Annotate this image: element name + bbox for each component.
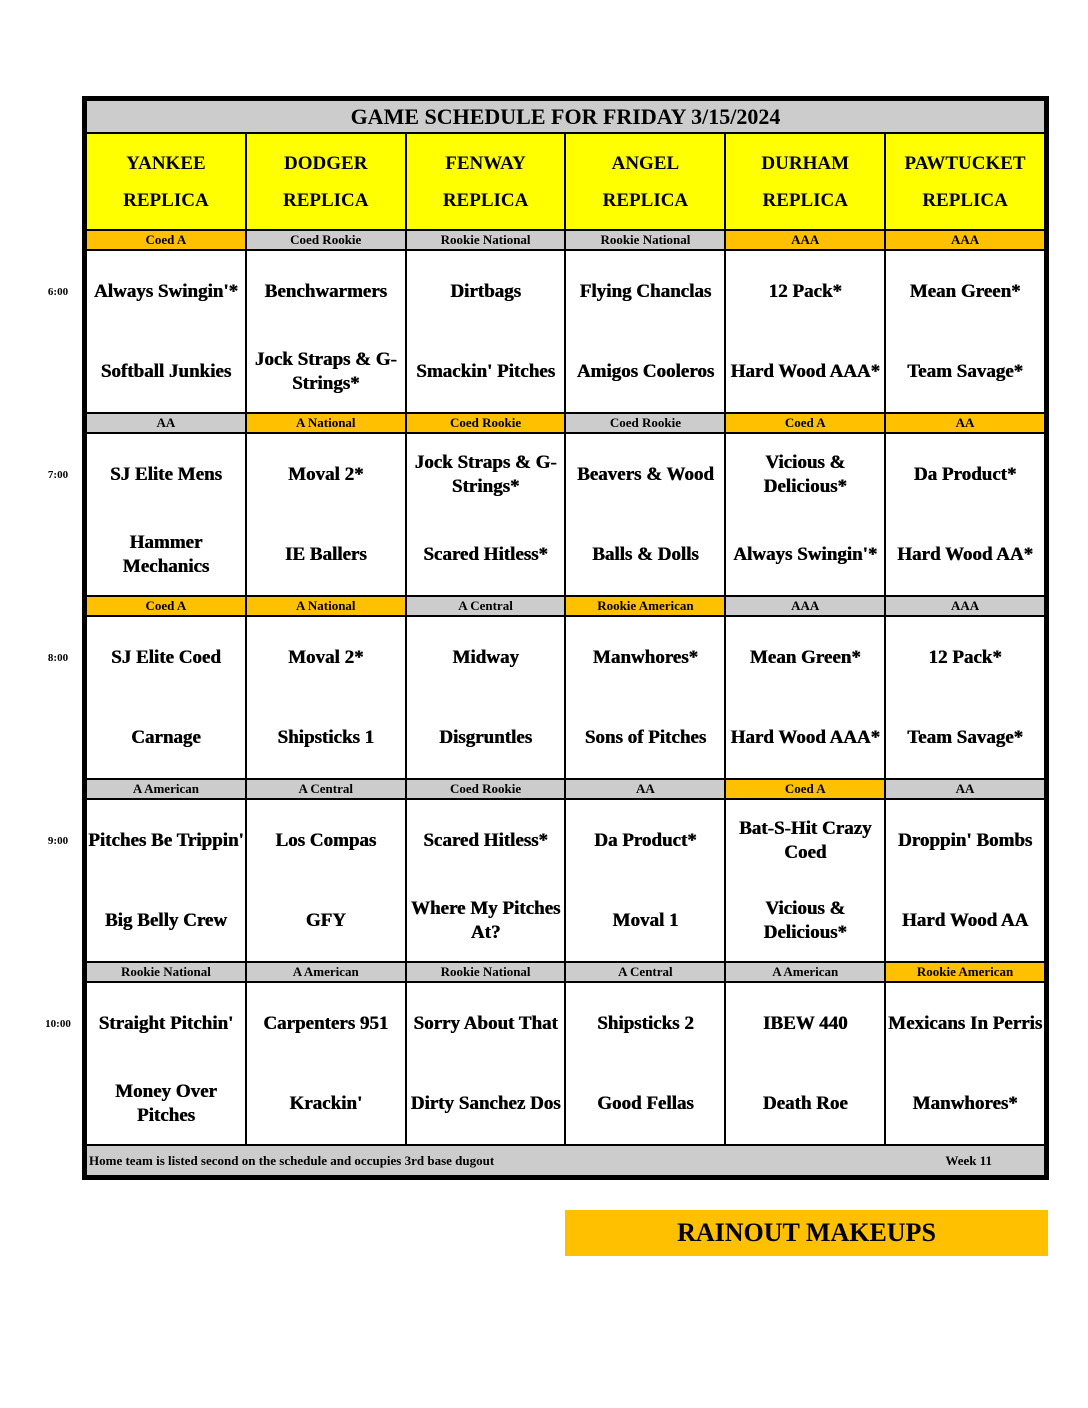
- division-label: Rookie National: [406, 962, 566, 982]
- game-cell: [885, 616, 1045, 779]
- time-label: 8:00: [47, 652, 69, 664]
- game-cell: [725, 982, 885, 1145]
- division-row: [86, 962, 1045, 982]
- away-team: Vicious & Delicious*: [763, 451, 847, 497]
- division-label: A American: [246, 962, 406, 982]
- division-label: Coed Rookie: [565, 413, 725, 433]
- home-team: Hammer Mechanics: [122, 531, 210, 577]
- field-header: [246, 133, 406, 230]
- division-row: [86, 413, 1045, 433]
- game-cell: [246, 250, 406, 413]
- game-cell: [86, 616, 246, 779]
- teams-row: [86, 433, 1045, 596]
- away-team: Dirtbags: [450, 280, 521, 302]
- division-label: Coed A: [86, 596, 246, 616]
- game-cell: [565, 982, 725, 1145]
- away-team: Moval 2*: [288, 646, 364, 668]
- time-label: 6:00: [47, 286, 69, 298]
- home-team: GFY: [305, 909, 346, 931]
- division-row: [86, 230, 1045, 250]
- division-label: AA: [565, 779, 725, 799]
- division-label: Coed Rookie: [406, 779, 566, 799]
- division-label: A National: [246, 596, 406, 616]
- field-name: DODGER: [284, 152, 368, 174]
- home-team: Vicious & Delicious*: [763, 897, 847, 943]
- division-label: AAA: [885, 230, 1045, 250]
- away-team: SJ Elite Coed: [111, 646, 221, 668]
- away-team: Mean Green*: [909, 280, 1021, 302]
- game-cell: [565, 433, 725, 596]
- division-label: A National: [246, 413, 406, 433]
- away-team: Always Swingin'*: [93, 280, 238, 302]
- time-label: 10:00: [45, 1018, 71, 1030]
- field-header: [885, 133, 1045, 230]
- away-team: Pitches Be Trippin': [88, 829, 244, 851]
- home-team: Hard Wood AA: [901, 909, 1029, 931]
- away-team: Mean Green*: [749, 646, 861, 668]
- time-label: 9:00: [47, 835, 69, 847]
- division-label: A Central: [565, 962, 725, 982]
- game-cell: [885, 433, 1045, 596]
- away-team: Bat-S-Hit Crazy Coed: [739, 817, 872, 863]
- home-team: Sons of Pitches: [584, 726, 707, 748]
- away-team: IBEW 440: [762, 1012, 848, 1034]
- game-cell: [565, 616, 725, 779]
- division-label: Rookie American: [885, 962, 1045, 982]
- schedule-table: [82, 96, 1049, 1180]
- field-name: ANGEL: [611, 152, 680, 174]
- home-team: Disgruntles: [439, 726, 533, 748]
- game-cell: [86, 982, 246, 1145]
- division-row: [86, 779, 1045, 799]
- away-team: Benchwarmers: [264, 280, 387, 302]
- division-label: A Central: [246, 779, 406, 799]
- home-team: Team Savage*: [907, 360, 1024, 382]
- game-cell: [246, 616, 406, 779]
- home-team: Carnage: [131, 726, 201, 748]
- division-label: Rookie National: [86, 962, 246, 982]
- away-team: Manwhores*: [592, 646, 698, 668]
- game-cell: [406, 799, 566, 962]
- game-cell: [565, 250, 725, 413]
- page-title: GAME SCHEDULE FOR FRIDAY 3/15/2024: [86, 100, 1045, 133]
- game-cell: [406, 250, 566, 413]
- home-team: IE Ballers: [284, 543, 367, 565]
- away-team: 12 Pack*: [928, 646, 1002, 668]
- away-team: Los Compas: [275, 829, 377, 851]
- week-label: Week 11: [945, 1152, 992, 1168]
- home-team: Moval 1: [612, 909, 679, 931]
- field-header: [565, 133, 725, 230]
- rainout-makeups-banner: RAINOUT MAKEUPS: [565, 1210, 1048, 1256]
- field-subtitle: REPLICA: [442, 189, 529, 211]
- footer-row: [86, 1145, 1045, 1176]
- teams-row: [86, 250, 1045, 413]
- field-subtitle: REPLICA: [282, 189, 369, 211]
- division-label: Coed Rookie: [406, 413, 566, 433]
- division-row: [86, 596, 1045, 616]
- division-label: AA: [86, 413, 246, 433]
- home-team: Team Savage*: [907, 726, 1024, 748]
- home-team: Manwhores*: [912, 1092, 1018, 1114]
- away-team: 12 Pack*: [768, 280, 842, 302]
- game-cell: [246, 982, 406, 1145]
- field-header: [406, 133, 566, 230]
- game-cell: [885, 982, 1045, 1145]
- home-team: Smackin' Pitches: [416, 360, 555, 382]
- home-team: Always Swingin'*: [733, 543, 878, 565]
- game-cell: [246, 433, 406, 596]
- away-team: Moval 2*: [288, 463, 364, 485]
- game-cell: [725, 433, 885, 596]
- home-team: Hard Wood AAA*: [730, 726, 881, 748]
- teams-row: [86, 616, 1045, 779]
- away-team: Midway: [452, 646, 519, 668]
- game-cell: [885, 799, 1045, 962]
- division-label: AAA: [725, 596, 885, 616]
- home-team: Jock Straps & G-Strings*: [254, 348, 397, 394]
- home-team: Hard Wood AA*: [897, 543, 1033, 565]
- game-cell: [246, 799, 406, 962]
- field-name: DURHAM: [761, 152, 850, 174]
- division-label: Rookie American: [565, 596, 725, 616]
- field-header: [86, 133, 246, 230]
- home-team: Softball Junkies: [100, 360, 232, 382]
- home-team: Krackin': [289, 1092, 363, 1114]
- field-name: YANKEE: [126, 152, 206, 174]
- away-team: SJ Elite Mens: [109, 463, 222, 485]
- away-team: Shipsticks 2: [597, 1012, 694, 1034]
- away-team: Straight Pitchin': [98, 1012, 234, 1034]
- away-team: Flying Chanclas: [579, 280, 712, 302]
- field-name: FENWAY: [445, 152, 526, 174]
- game-cell: [86, 433, 246, 596]
- game-cell: [725, 616, 885, 779]
- home-team: Death Roe: [762, 1092, 848, 1114]
- game-cell: [86, 250, 246, 413]
- teams-row: [86, 982, 1045, 1145]
- home-team-note: Home team is listed second on the schedule and occupies 3rd base dugout: [89, 1152, 495, 1168]
- game-cell: [406, 982, 566, 1145]
- division-label: AA: [885, 779, 1045, 799]
- division-label: A American: [86, 779, 246, 799]
- away-team: Sorry About That: [413, 1012, 558, 1034]
- away-team: Jock Straps & G-Strings*: [414, 451, 557, 497]
- field-header: [725, 133, 885, 230]
- division-label: A Central: [406, 596, 566, 616]
- away-team: Carpenters 951: [263, 1012, 389, 1034]
- division-label: Rookie National: [565, 230, 725, 250]
- away-team: Droppin' Bombs: [897, 829, 1033, 851]
- home-team: Hard Wood AAA*: [730, 360, 881, 382]
- home-team: Dirty Sanchez Dos: [410, 1092, 561, 1114]
- division-label: AAA: [885, 596, 1045, 616]
- game-cell: [725, 250, 885, 413]
- game-cell: [406, 433, 566, 596]
- game-cell: [885, 250, 1045, 413]
- home-team: Amigos Cooleros: [576, 360, 715, 382]
- game-cell: [725, 799, 885, 962]
- teams-row: [86, 799, 1045, 962]
- field-subtitle: REPLICA: [123, 189, 209, 211]
- home-team: Good Fellas: [597, 1092, 694, 1114]
- away-team: Mexicans In Perris: [888, 1012, 1043, 1034]
- field-name: PAWTUCKET: [904, 152, 1026, 174]
- home-team: Where My Pitches At?: [410, 897, 561, 943]
- home-team: Scared Hitless*: [423, 543, 548, 565]
- home-team: Big Belly Crew: [104, 909, 227, 931]
- field-subtitle: REPLICA: [762, 189, 848, 211]
- time-label: 7:00: [47, 469, 69, 481]
- away-team: Beavers & Wood: [576, 463, 714, 485]
- division-label: AA: [885, 413, 1045, 433]
- game-cell: [565, 799, 725, 962]
- footer-cell: [86, 1145, 1045, 1176]
- division-label: Coed Rookie: [246, 230, 406, 250]
- home-team: Money Over Pitches: [115, 1080, 217, 1126]
- home-team: Balls & Dolls: [592, 543, 699, 565]
- division-label: AAA: [725, 230, 885, 250]
- division-label: Coed A: [725, 413, 885, 433]
- field-subtitle: REPLICA: [602, 189, 689, 211]
- away-team: Scared Hitless*: [423, 829, 548, 851]
- division-label: Coed A: [725, 779, 885, 799]
- game-cell: [406, 616, 566, 779]
- away-team: Da Product*: [913, 463, 1017, 485]
- field-subtitle: REPLICA: [922, 189, 1008, 211]
- division-label: Coed A: [86, 230, 246, 250]
- game-cell: [86, 799, 246, 962]
- division-label: Rookie National: [406, 230, 566, 250]
- division-label: A American: [725, 962, 885, 982]
- home-team: Shipsticks 1: [277, 726, 375, 748]
- away-team: Da Product*: [594, 829, 697, 851]
